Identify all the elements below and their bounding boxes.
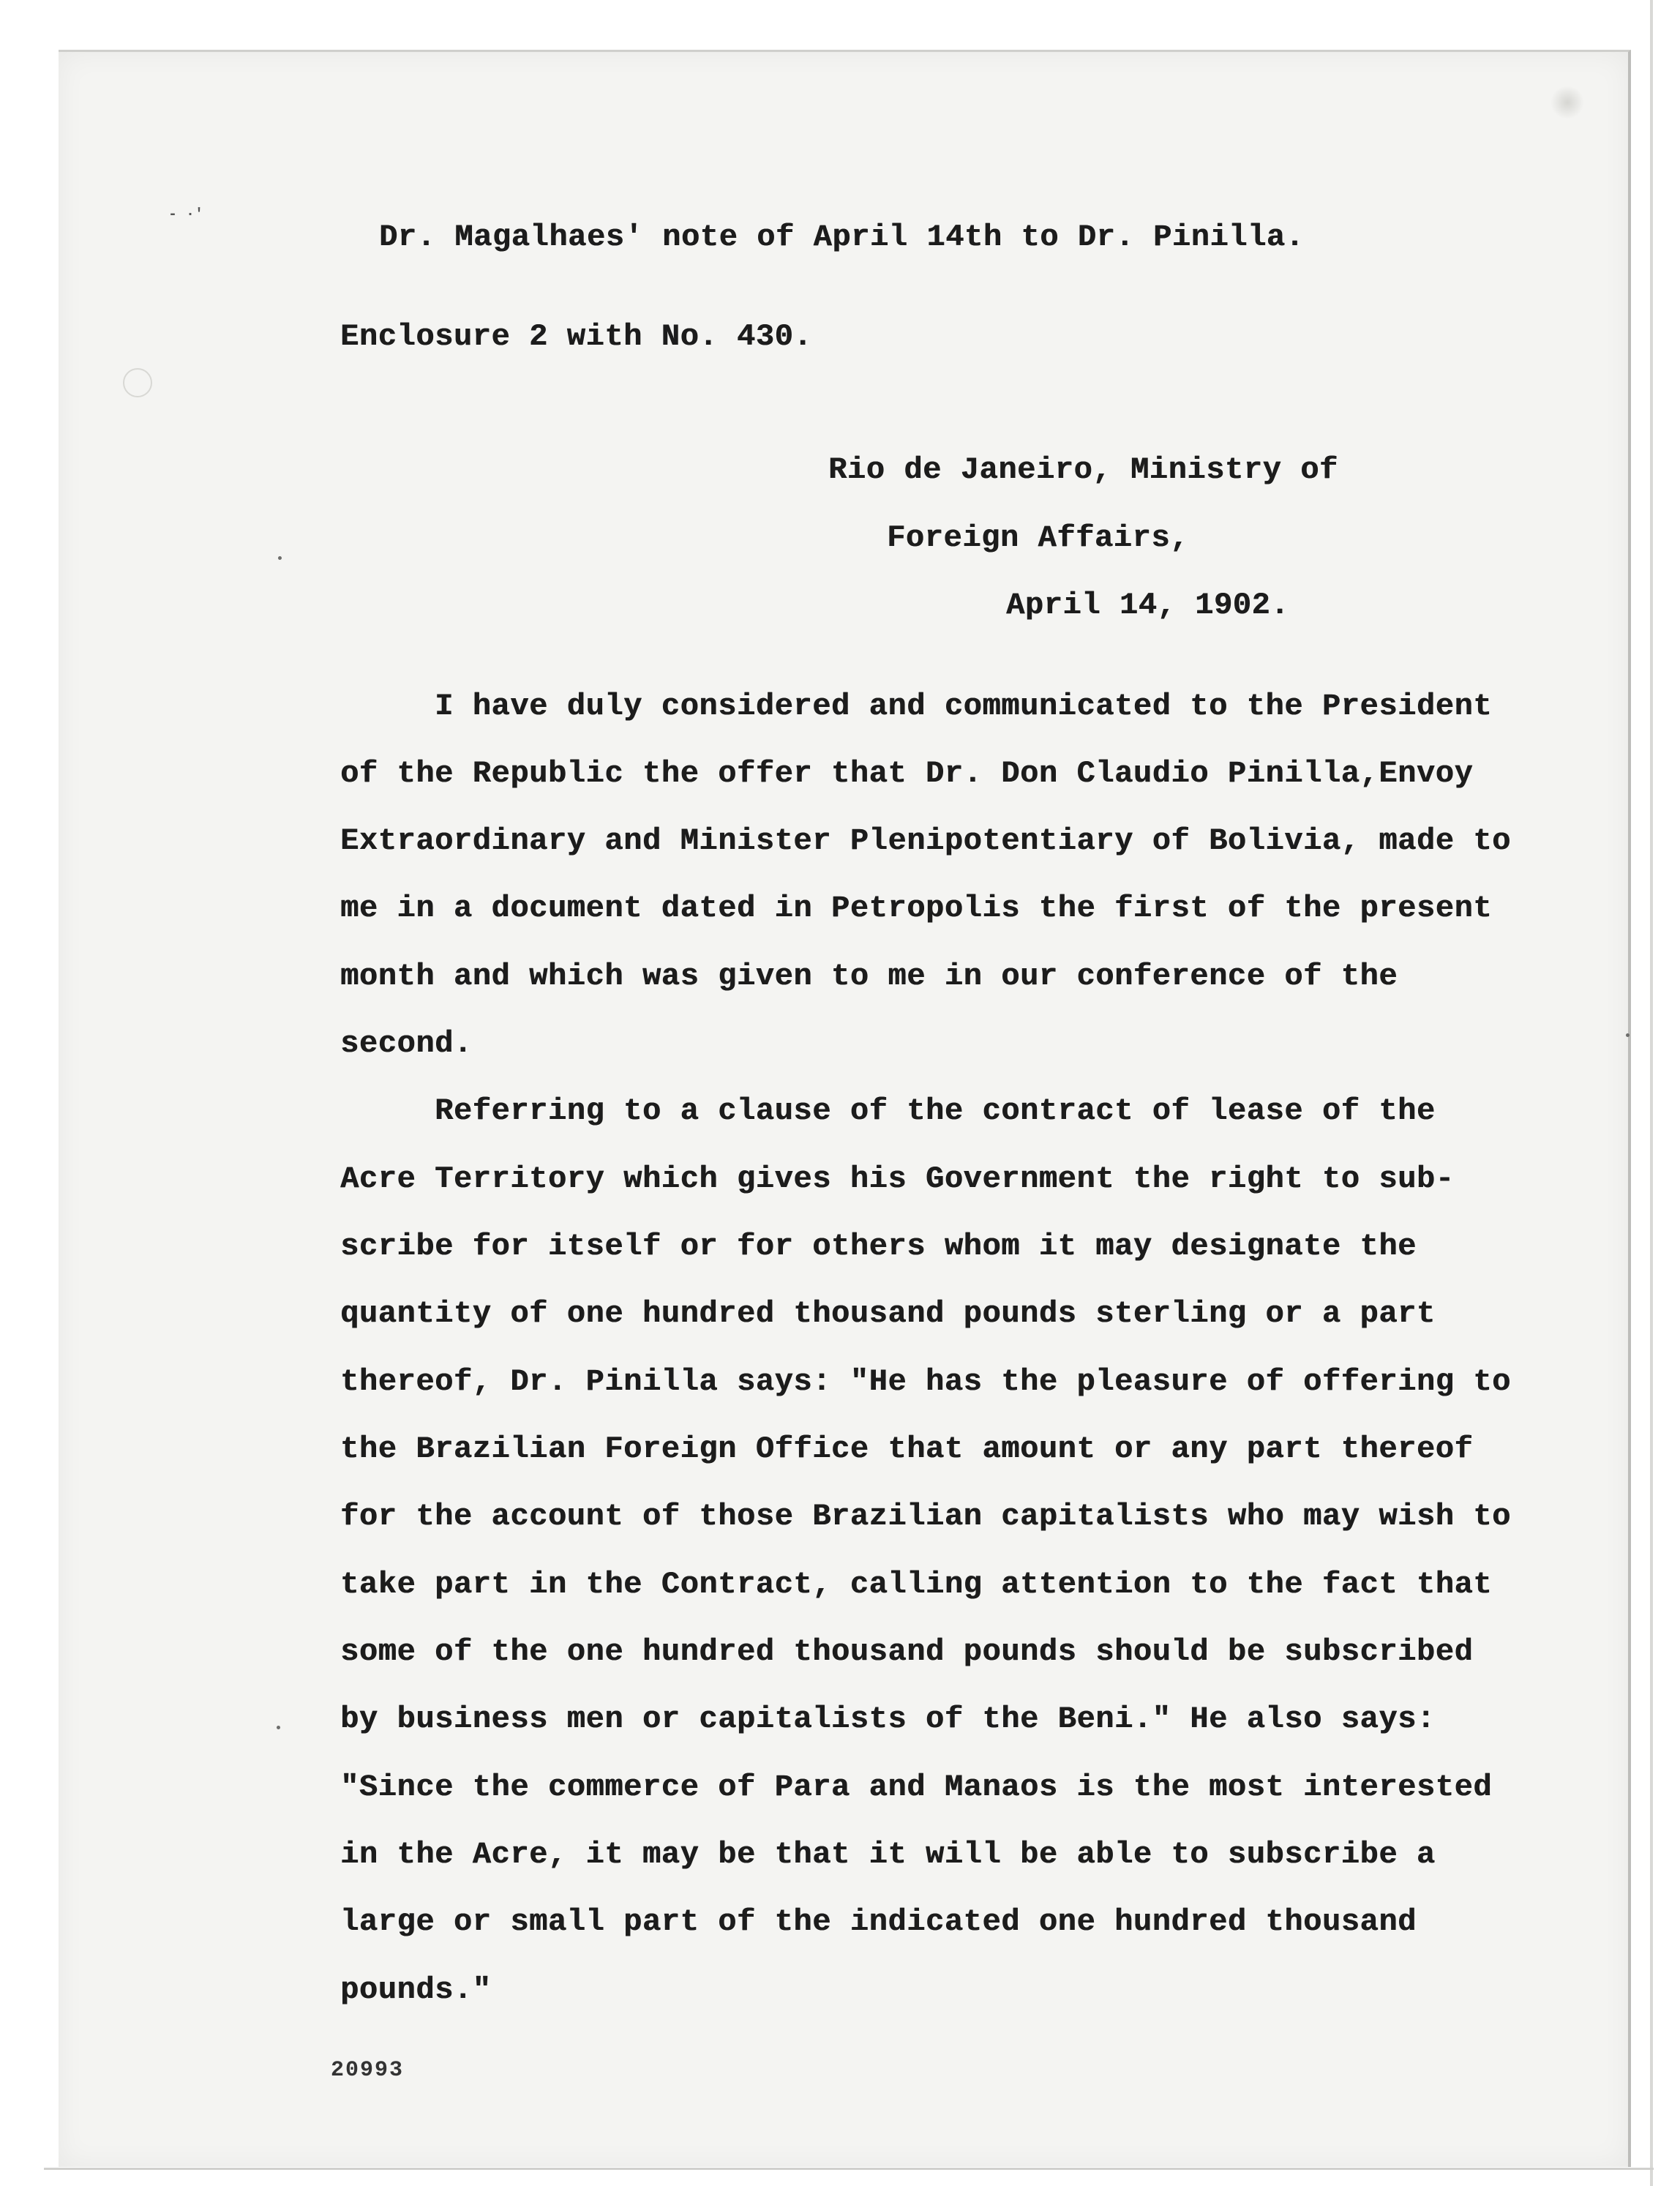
body-line: Referring to a clause of the contract of lease of the	[340, 1093, 1436, 1128]
body-line: month and which was given to me in our conference of the	[340, 959, 1398, 994]
body-line: the Brazilian Foreign Office that amount or any part thereof	[340, 1431, 1474, 1467]
place-line: Rio de Janeiro, Ministry of	[828, 452, 1338, 487]
place-line: Foreign Affairs,	[887, 520, 1189, 555]
body-line: Acre Territory which gives his Government the right to sub-	[340, 1161, 1455, 1197]
body-line: me in a document dated in Petropolis the first of the present	[340, 891, 1493, 926]
body-line: of the Republic the offer that Dr. Don Claudio Pinilla,Envoy	[340, 756, 1474, 791]
body-line: thereof, Dr. Pinilla says: "He has the pleasure of offering to	[340, 1364, 1511, 1399]
letter-date: April 14, 1902.	[1006, 588, 1290, 623]
stray-dot	[1626, 1033, 1630, 1037]
stray-dot	[277, 1726, 280, 1729]
body-line: I have duly considered and communicated to the President	[340, 689, 1493, 724]
margin-tick-mark: ‐ ·ʹ	[168, 206, 204, 223]
document-heading: Dr. Magalhaes' note of April 14th to Dr. Pinilla.	[379, 220, 1305, 255]
body-line: large or small part of the indicated one hundred thousand	[340, 1904, 1417, 1939]
stray-dot	[278, 556, 282, 560]
page-edge	[1650, 0, 1653, 2186]
body-line: "Since the commerce of Para and Manaos is the most interested	[340, 1770, 1493, 1805]
body-line: by business men or capitalists of the Beni." He also says:	[340, 1702, 1436, 1737]
body-line: some of the one hundred thousand pounds should be subscribed	[340, 1634, 1474, 1669]
body-line: for the account of those Brazilian capitalists who may wish to	[340, 1499, 1511, 1534]
punch-hole-mark	[123, 368, 152, 397]
smudge-mark	[1550, 86, 1585, 119]
body-line: Extraordinary and Minister Plenipotentiary of Bolivia, made to	[340, 823, 1511, 858]
page-edge	[44, 2168, 1654, 2170]
archive-reference-number: 20993	[331, 2058, 405, 2083]
body-line: second.	[340, 1026, 473, 1061]
body-line: quantity of one hundred thousand pounds sterling or a part	[340, 1296, 1436, 1331]
enclosure-reference: Enclosure 2 with No. 430.	[340, 319, 813, 354]
body-line: pounds."	[340, 1972, 492, 2007]
body-line: take part in the Contract, calling attention to the fact that	[340, 1567, 1493, 1602]
body-line: in the Acre, it may be that it will be able to subscribe a	[340, 1837, 1436, 1872]
body-line: scribe for itself or for others whom it may designate the	[340, 1229, 1417, 1264]
